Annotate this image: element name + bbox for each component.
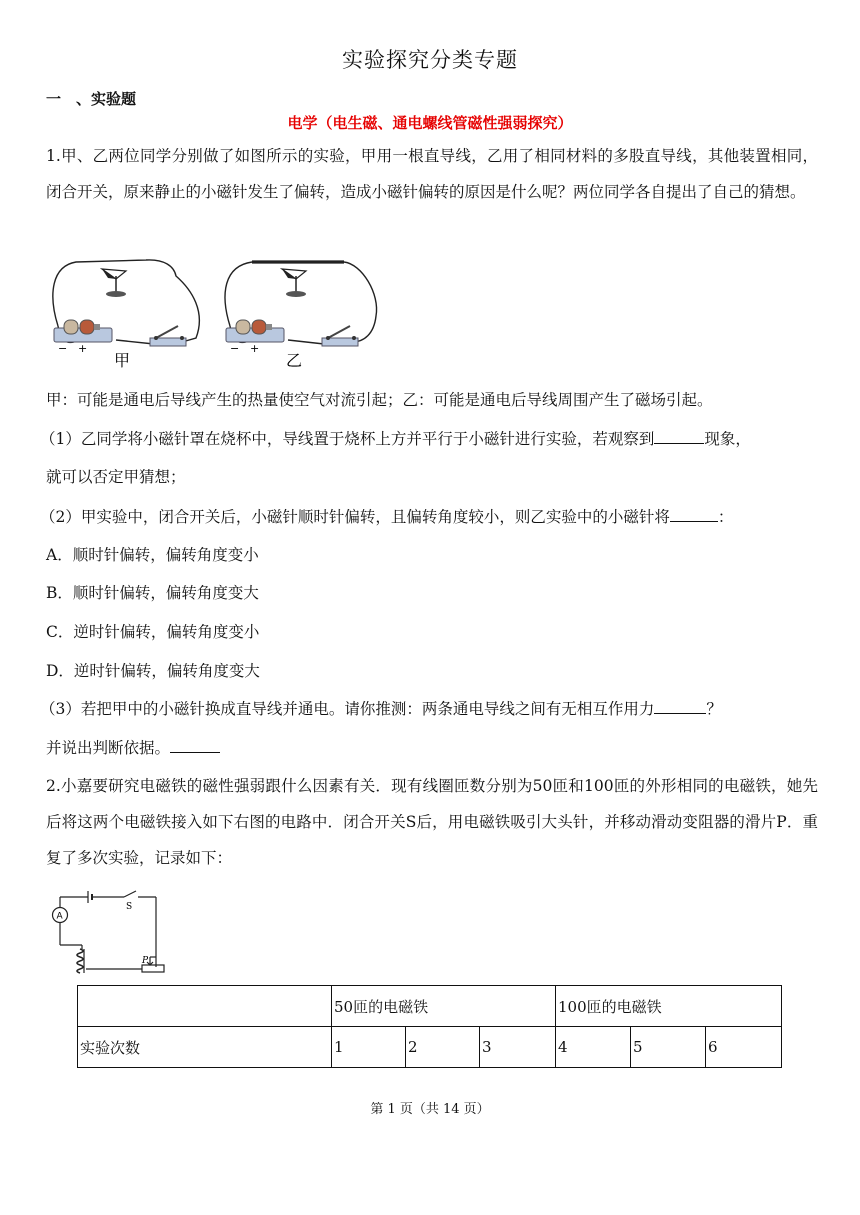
table-header-row (78, 986, 782, 1027)
ammeter-label: A (56, 911, 63, 922)
part-2-text-a: （2）甲实验中，闭合开关后，小磁针顺时针偏转，且偏转角度较小，则乙实验中的小磁针将 (40, 508, 670, 526)
answer-blank-3[interactable] (654, 699, 706, 714)
question-1-stem: 1.甲、乙两位同学分别做了如图所示的实验，甲用一根直导线，乙用了相同材料的多股直导线，其他装置相同，闭合开关，原来静止的小磁针发生了偏转，造成小磁针偏转的原因是什么呢？两位同学各自提出了自己的猜想。 (46, 147, 818, 201)
compass-needle-right (282, 269, 306, 297)
answer-blank-1[interactable] (654, 429, 704, 444)
experiment-table (77, 985, 782, 1068)
part-1-text-a: （1）乙同学将小磁针罩在烧杯中，导线置于烧杯上方并平行于小磁针进行实验，若观察到 (40, 430, 655, 448)
figure-electromagnet-circuit (46, 883, 176, 978)
switch-left (150, 326, 186, 346)
table-cell: 2 (406, 1027, 480, 1068)
topic-heading: 电学（电生磁、通电螺线管磁性强弱探究） (287, 114, 573, 132)
question-1-part-2 (40, 505, 733, 529)
option-b[interactable]: B．顺时针偏转，偏转角度变大 (46, 584, 259, 602)
table-cell: 6 (706, 1027, 782, 1068)
table-header-50-turns: 50匝的电磁铁 (332, 986, 556, 1027)
table-row-label: 实验次数 (78, 1027, 332, 1068)
switch-label: S (126, 902, 133, 912)
battery-left (54, 320, 112, 342)
table-cell: 3 (480, 1027, 556, 1068)
compass-needle-left (102, 269, 126, 297)
battery-plus-left: + (78, 342, 88, 355)
slider-label: P (142, 956, 149, 966)
figure-label-jia: 甲 (114, 351, 131, 370)
option-c[interactable]: C．逆时针偏转，偏转角度变小 (46, 623, 260, 641)
option-a[interactable]: A．顺时针偏转，偏转角度变小 (46, 546, 259, 564)
page-title: 实验探究分类专题 (342, 48, 518, 72)
part-2-text-b: ： (717, 508, 734, 526)
part-3-text-a: （3）若把甲中的小磁针换成直导线并通电。请你推测：两条通电导线之间有无相互作用力 (40, 700, 655, 718)
figure-compass-circuits (46, 254, 406, 372)
part-3-text-c: 并说出判断依据。 (46, 739, 171, 757)
switch-right (322, 326, 358, 346)
table-cell: 5 (631, 1027, 706, 1068)
part-1-text-b: 现象， (704, 430, 751, 448)
question-1-part-3-cont (46, 736, 220, 760)
page-footer: 第 1 页（共 14 页） (370, 1102, 490, 1117)
battery-minus-right: − (230, 342, 240, 355)
question-1-part-1-cont: 就可以否定甲猜想； (46, 468, 186, 486)
question-1-part-3 (40, 697, 722, 721)
question-1-hypothesis: 甲：可能是通电后导线产生的热量使空气对流引起；乙：可能是通电后导线周围产生了磁场引起。 (46, 391, 713, 409)
table-header-empty (78, 986, 332, 1027)
answer-blank-2[interactable] (670, 507, 718, 522)
question-2-stem: 2.小嘉要研究电磁铁的磁性强弱跟什么因素有关．现有线圈匝数分别为50匝和100匝的外形相同的电磁铁，她先后将这两个电磁铁接入如下右图的电路中．闭合开关S后，用电磁铁吸引大头针，并移动滑动变阻器的滑片P．重复了多次实验，记录如下： (46, 777, 818, 867)
question-1-part-1 (40, 427, 751, 451)
figure-label-yi: 乙 (286, 351, 303, 370)
answer-blank-4[interactable] (170, 738, 220, 753)
table-header-100-turns: 100匝的电磁铁 (556, 986, 782, 1027)
table-cell: 1 (332, 1027, 406, 1068)
battery-right (226, 320, 284, 342)
battery-plus-right: + (250, 342, 260, 355)
option-d[interactable]: D．逆时针偏转，偏转角度变大 (46, 662, 260, 680)
part-3-text-b: ？ (706, 700, 722, 718)
table-row (78, 1027, 782, 1068)
table-cell: 4 (556, 1027, 631, 1068)
section-heading: 一 、实验题 (46, 90, 137, 108)
battery-minus-left: − (58, 342, 68, 355)
